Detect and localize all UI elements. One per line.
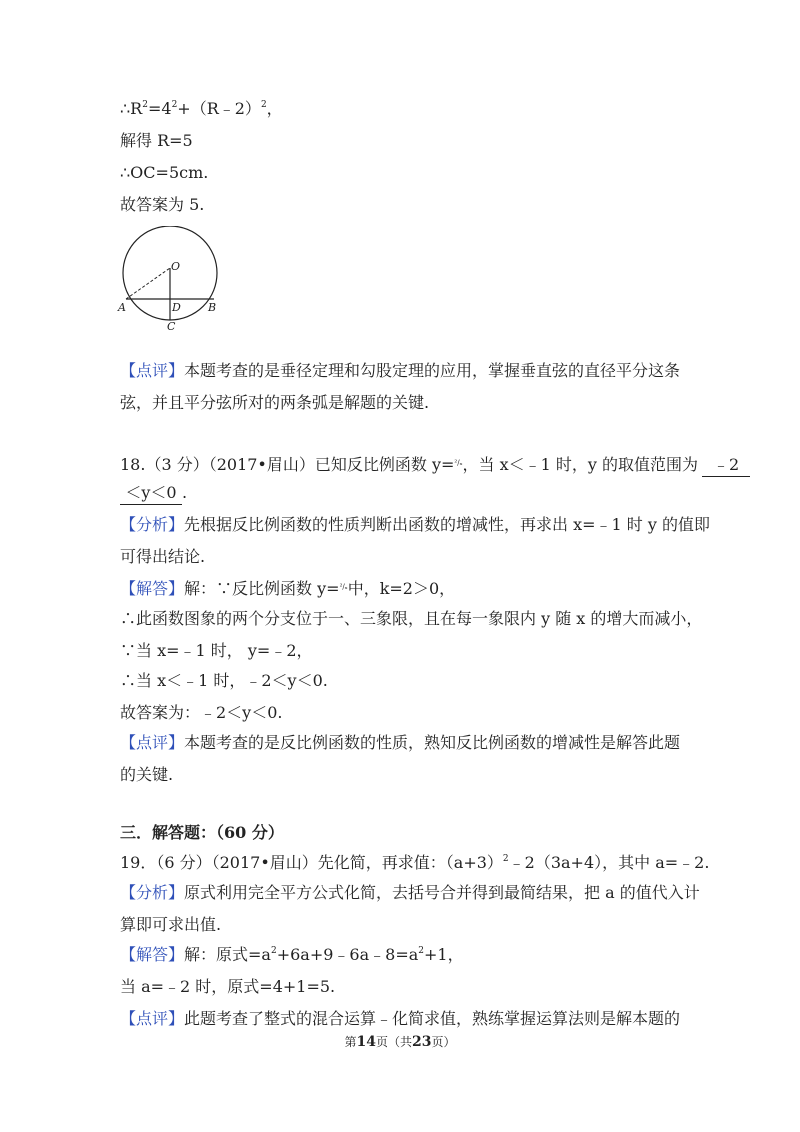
text: 页（共: [375, 1035, 412, 1049]
page-number: 14: [356, 1034, 376, 1050]
answer-blank-part-2: ＜y＜0: [120, 482, 182, 505]
text: .: [182, 483, 188, 502]
text: ﹣2（3a+4），其中 a=﹣2.: [508, 853, 710, 872]
text: 原式利用完全平方公式化简，去括号合并得到最简结果，把 a 的值代入计: [184, 883, 700, 902]
solution-result-line: 解得 R=5: [120, 131, 193, 150]
text: 第: [344, 1035, 357, 1049]
comment-18-line-1: [120, 732, 680, 754]
analysis-19-line-2: 算即可求出值.: [120, 915, 222, 934]
solution-answer-line: 故答案为 5.: [120, 195, 205, 214]
superscript: 2: [418, 946, 424, 956]
question-18-line-2: [120, 482, 187, 505]
question-19-line-1: [120, 852, 709, 874]
text: +6a+9﹣6a﹣8=a: [276, 945, 419, 964]
text: 18.（3 分）（2017•眉山）已知反比例函数 y=: [120, 455, 455, 474]
solution-19-line-1: [120, 944, 464, 966]
text: +（R﹣2）: [177, 99, 261, 118]
text: 解：∵反比例函数 y=: [184, 579, 340, 598]
total-pages: 23: [412, 1034, 432, 1050]
answer-blank-part-1: ﹣2: [702, 454, 750, 477]
analysis-18-line-1: [120, 514, 710, 536]
solution-tag: 【解答】: [120, 579, 185, 598]
superscript: 2: [171, 100, 178, 110]
section-heading: 三．解答题：（60 分）: [120, 823, 284, 842]
page-footer: [0, 1034, 800, 1050]
solution-18-line-1: [120, 576, 455, 600]
analysis-tag: 【分析】: [120, 515, 185, 534]
comment-tag: 【点评】: [120, 1009, 185, 1028]
text: ，当 x＜﹣1 时，y 的取值范围为: [462, 455, 699, 474]
solution-18-line-3: ∵当 x=﹣1 时， y=﹣2，: [120, 641, 313, 660]
comment-tag: 【点评】: [120, 361, 185, 380]
comment-19-line-1: [120, 1008, 680, 1030]
label-a: A: [118, 301, 126, 314]
text: 19．（6 分）（2017•眉山）先化简，再求值：（a+3）: [120, 853, 503, 872]
solution-18-line-4: ∴当 x＜﹣1 时，﹣2＜y＜0.: [120, 671, 328, 690]
superscript: 2: [142, 100, 148, 110]
label-d: D: [172, 301, 181, 314]
text: 先根据反比例函数的性质判断出函数的增减性，再求出 x=﹣1 时 y 的值即: [184, 515, 711, 534]
comment-18-line-2: 的关键.: [120, 765, 174, 784]
text: 此题考查了整式的混合运算﹣化简求值，熟练掌握运算法则是解本题的: [184, 1009, 681, 1028]
text: 本题考查的是垂径定理和勾股定理的应用，掌握垂直弦的直径平分这条: [184, 361, 681, 380]
text: 本题考查的是反比例函数的性质，熟知反比例函数的增减性是解答此题: [184, 733, 681, 752]
analysis-18-line-2: 可得出结论.: [120, 547, 206, 566]
solution-18-line-2: ∴此函数图象的两个分支位于一、三象限，且在每一象限内 y 随 x 的增大而减小，: [120, 609, 703, 628]
analysis-tag: 【分析】: [120, 883, 185, 902]
superscript: 2: [270, 946, 277, 956]
label-c: C: [167, 320, 176, 333]
solution-oc-line: ∴OC=5cm.: [120, 163, 209, 182]
fraction: ²/ₓ: [454, 459, 463, 467]
text: ，: [266, 99, 283, 118]
solution-tag: 【解答】: [120, 945, 185, 964]
fraction: ²/ₓ: [339, 583, 348, 591]
circle-geometry-figure: [114, 226, 226, 336]
text: +1，: [424, 945, 464, 964]
solution-18-line-5: 故答案为：﹣2＜y＜0.: [120, 703, 283, 722]
label-b: B: [208, 301, 217, 314]
text: ∴R: [120, 99, 143, 118]
text: 解：原式=a: [184, 945, 271, 964]
comment-tag: 【点评】: [120, 733, 185, 752]
text: 页）: [431, 1035, 456, 1049]
superscript: 2: [502, 854, 509, 864]
text: 中，k=2＞0，: [347, 579, 456, 598]
question-18-line-1: [120, 452, 750, 477]
text: =4: [147, 99, 172, 118]
solution-19-line-2: 当 a=﹣2 时，原式=4+1=5.: [120, 977, 336, 996]
superscript: 2: [260, 100, 267, 110]
comment-line-2: 弦，并且平分弦所对的两条弧是解题的关键.: [120, 393, 430, 412]
comment-line-1: [120, 360, 680, 382]
analysis-19-line-1: [120, 882, 700, 904]
label-o: O: [171, 260, 181, 273]
solution-equation-line: [120, 98, 283, 120]
radius-oa-dashed: [126, 268, 170, 299]
